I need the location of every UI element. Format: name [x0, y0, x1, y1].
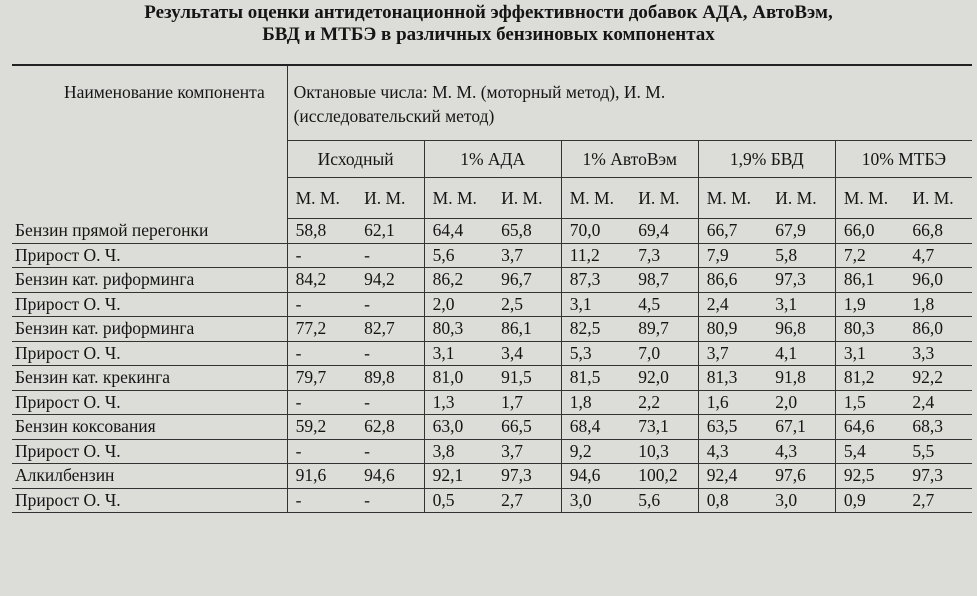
row-name: Прирост О. Ч.: [12, 292, 287, 317]
title-line-2: БВД и МТБЭ в различных бензиновых компонентах: [262, 24, 715, 45]
mm-header: М. М.: [698, 178, 767, 219]
cell-value: 82,7: [356, 317, 424, 342]
cell-value: 4,3: [698, 439, 767, 464]
cell-value: 80,9: [698, 317, 767, 342]
table-row: [12, 464, 972, 489]
cell-value: 1,3: [424, 390, 493, 415]
row-name: Бензин прямой перегонки: [12, 219, 287, 244]
cell-value: 7,9: [698, 243, 767, 268]
cell-value: 3,1: [835, 341, 904, 366]
cell-value: 9,2: [561, 439, 630, 464]
cell-value: 97,6: [767, 464, 835, 489]
row-name: Прирост О. Ч.: [12, 439, 287, 464]
cell-value: 68,3: [904, 415, 972, 440]
cell-value: 66,7: [698, 219, 767, 244]
cell-value: 89,7: [630, 317, 698, 342]
table-row: [12, 268, 972, 293]
cell-value: 3,1: [424, 341, 493, 366]
cell-value: 3,8: [424, 439, 493, 464]
cell-value: 3,3: [904, 341, 972, 366]
cell-value: 0,9: [835, 488, 904, 513]
row-name: Алкилбензин: [12, 464, 287, 489]
cell-value: 4,7: [904, 243, 972, 268]
cell-value: 66,5: [493, 415, 561, 440]
cell-value: -: [287, 488, 356, 513]
cell-value: -: [287, 341, 356, 366]
cell-value: 92,0: [630, 366, 698, 391]
cell-value: 94,6: [561, 464, 630, 489]
table-row: [12, 219, 972, 244]
cell-value: 7,3: [630, 243, 698, 268]
cell-value: 91,8: [767, 366, 835, 391]
mm-header: М. М.: [424, 178, 493, 219]
cell-value: 92,2: [904, 366, 972, 391]
cell-value: 4,1: [767, 341, 835, 366]
cell-value: -: [356, 243, 424, 268]
cell-value: 63,0: [424, 415, 493, 440]
cell-value: 92,5: [835, 464, 904, 489]
cell-value: 70,0: [561, 219, 630, 244]
row-name: Бензин кат. риформинга: [12, 317, 287, 342]
cell-value: 2,2: [630, 390, 698, 415]
cell-value: 3,7: [698, 341, 767, 366]
cell-value: 64,6: [835, 415, 904, 440]
cell-value: 97,3: [493, 464, 561, 489]
cell-value: 3,7: [493, 439, 561, 464]
cell-value: 77,2: [287, 317, 356, 342]
table-row: [12, 390, 972, 415]
table-row: [12, 488, 972, 513]
cell-value: 81,0: [424, 366, 493, 391]
table-row: [12, 341, 972, 366]
cell-value: 2,0: [424, 292, 493, 317]
cell-value: 5,3: [561, 341, 630, 366]
cell-value: 3,1: [767, 292, 835, 317]
cell-value: 97,3: [767, 268, 835, 293]
row-name: Бензин кат. риформинга: [12, 268, 287, 293]
cell-value: -: [356, 488, 424, 513]
cell-value: 11,2: [561, 243, 630, 268]
cell-value: 79,7: [287, 366, 356, 391]
cell-value: 91,6: [287, 464, 356, 489]
cell-value: -: [356, 439, 424, 464]
cell-value: 66,0: [835, 219, 904, 244]
cell-value: 2,5: [493, 292, 561, 317]
cell-value: 82,5: [561, 317, 630, 342]
im-header: И. М.: [767, 178, 835, 219]
table-row: [12, 243, 972, 268]
cell-value: 2,4: [698, 292, 767, 317]
cell-value: 91,5: [493, 366, 561, 391]
cell-value: 94,6: [356, 464, 424, 489]
cell-value: 97,3: [904, 464, 972, 489]
group-header-mtbe: 10% МТБЭ: [835, 141, 972, 178]
cell-value: 7,0: [630, 341, 698, 366]
cell-value: 63,5: [698, 415, 767, 440]
cell-value: 7,2: [835, 243, 904, 268]
cell-value: 86,2: [424, 268, 493, 293]
table-row: [12, 366, 972, 391]
octane-header: Октановые числа: М. М. (моторный метод), И. М. (исследовательский метод): [287, 65, 972, 141]
cell-value: 66,8: [904, 219, 972, 244]
cell-value: 10,3: [630, 439, 698, 464]
cell-value: 86,1: [493, 317, 561, 342]
cell-value: 80,3: [835, 317, 904, 342]
mm-header: М. М.: [835, 178, 904, 219]
cell-value: 3,1: [561, 292, 630, 317]
cell-value: 1,7: [493, 390, 561, 415]
cell-value: 96,8: [767, 317, 835, 342]
group-header-base: Исходный: [287, 141, 424, 178]
cell-value: 86,6: [698, 268, 767, 293]
cell-value: 86,0: [904, 317, 972, 342]
cell-value: 1,5: [835, 390, 904, 415]
cell-value: 4,3: [767, 439, 835, 464]
cell-value: 1,8: [904, 292, 972, 317]
table-row: [12, 439, 972, 464]
cell-value: 2,7: [904, 488, 972, 513]
cell-value: 81,3: [698, 366, 767, 391]
cell-value: -: [287, 439, 356, 464]
row-name: Прирост О. Ч.: [12, 341, 287, 366]
table-row: [12, 317, 972, 342]
cell-value: -: [356, 292, 424, 317]
cell-value: -: [287, 390, 356, 415]
title-line-1: Результаты оценки антидетонационной эффективности добавок АДА, АвтоВэм,: [144, 2, 833, 23]
im-header: И. М.: [630, 178, 698, 219]
cell-value: -: [356, 390, 424, 415]
cell-value: 62,8: [356, 415, 424, 440]
cell-value: 1,9: [835, 292, 904, 317]
cell-value: 3,0: [561, 488, 630, 513]
document-title: [0, 2, 977, 46]
row-name: Бензин коксования: [12, 415, 287, 440]
cell-value: 100,2: [630, 464, 698, 489]
row-name: Прирост О. Ч.: [12, 390, 287, 415]
cell-value: -: [287, 292, 356, 317]
row-name: Прирост О. Ч.: [12, 488, 287, 513]
cell-value: 94,2: [356, 268, 424, 293]
cell-value: 89,8: [356, 366, 424, 391]
cell-value: 5,4: [835, 439, 904, 464]
octane-table: [12, 64, 972, 513]
table-row: [12, 292, 972, 317]
cell-value: 2,7: [493, 488, 561, 513]
cell-value: 65,8: [493, 219, 561, 244]
table-body: [12, 219, 972, 513]
cell-value: 0,8: [698, 488, 767, 513]
cell-value: 80,3: [424, 317, 493, 342]
cell-value: 2,0: [767, 390, 835, 415]
cell-value: 81,5: [561, 366, 630, 391]
cell-value: 3,7: [493, 243, 561, 268]
cell-value: 98,7: [630, 268, 698, 293]
row-name: Бензин кат. крекинга: [12, 366, 287, 391]
cell-value: 67,9: [767, 219, 835, 244]
cell-value: 59,2: [287, 415, 356, 440]
cell-value: 86,1: [835, 268, 904, 293]
cell-value: 4,5: [630, 292, 698, 317]
cell-value: 5,6: [630, 488, 698, 513]
cell-value: 81,2: [835, 366, 904, 391]
im-header: И. М.: [904, 178, 972, 219]
cell-value: 3,0: [767, 488, 835, 513]
cell-value: 64,4: [424, 219, 493, 244]
cell-value: 58,8: [287, 219, 356, 244]
cell-value: 67,1: [767, 415, 835, 440]
im-header: И. М.: [493, 178, 561, 219]
cell-value: 84,2: [287, 268, 356, 293]
cell-value: 68,4: [561, 415, 630, 440]
cell-value: 92,1: [424, 464, 493, 489]
cell-value: 96,0: [904, 268, 972, 293]
cell-value: -: [356, 341, 424, 366]
cell-value: 3,4: [493, 341, 561, 366]
group-header-bvd: 1,9% БВД: [698, 141, 835, 178]
cell-value: 87,3: [561, 268, 630, 293]
group-header-avtovem: 1% АвтоВэм: [561, 141, 698, 178]
group-header-ada: 1% АДА: [424, 141, 561, 178]
cell-value: 5,8: [767, 243, 835, 268]
cell-value: 5,6: [424, 243, 493, 268]
cell-value: 73,1: [630, 415, 698, 440]
cell-value: 92,4: [698, 464, 767, 489]
mm-header: М. М.: [287, 178, 356, 219]
mm-header: М. М.: [561, 178, 630, 219]
table-row: [12, 415, 972, 440]
row-name: Прирост О. Ч.: [12, 243, 287, 268]
cell-value: 1,8: [561, 390, 630, 415]
component-header: Наименование компонента: [12, 65, 287, 219]
cell-value: 1,6: [698, 390, 767, 415]
cell-value: 69,4: [630, 219, 698, 244]
cell-value: 2,4: [904, 390, 972, 415]
cell-value: 96,7: [493, 268, 561, 293]
im-header: И. М.: [356, 178, 424, 219]
cell-value: 0,5: [424, 488, 493, 513]
cell-value: -: [287, 243, 356, 268]
cell-value: 62,1: [356, 219, 424, 244]
cell-value: 5,5: [904, 439, 972, 464]
